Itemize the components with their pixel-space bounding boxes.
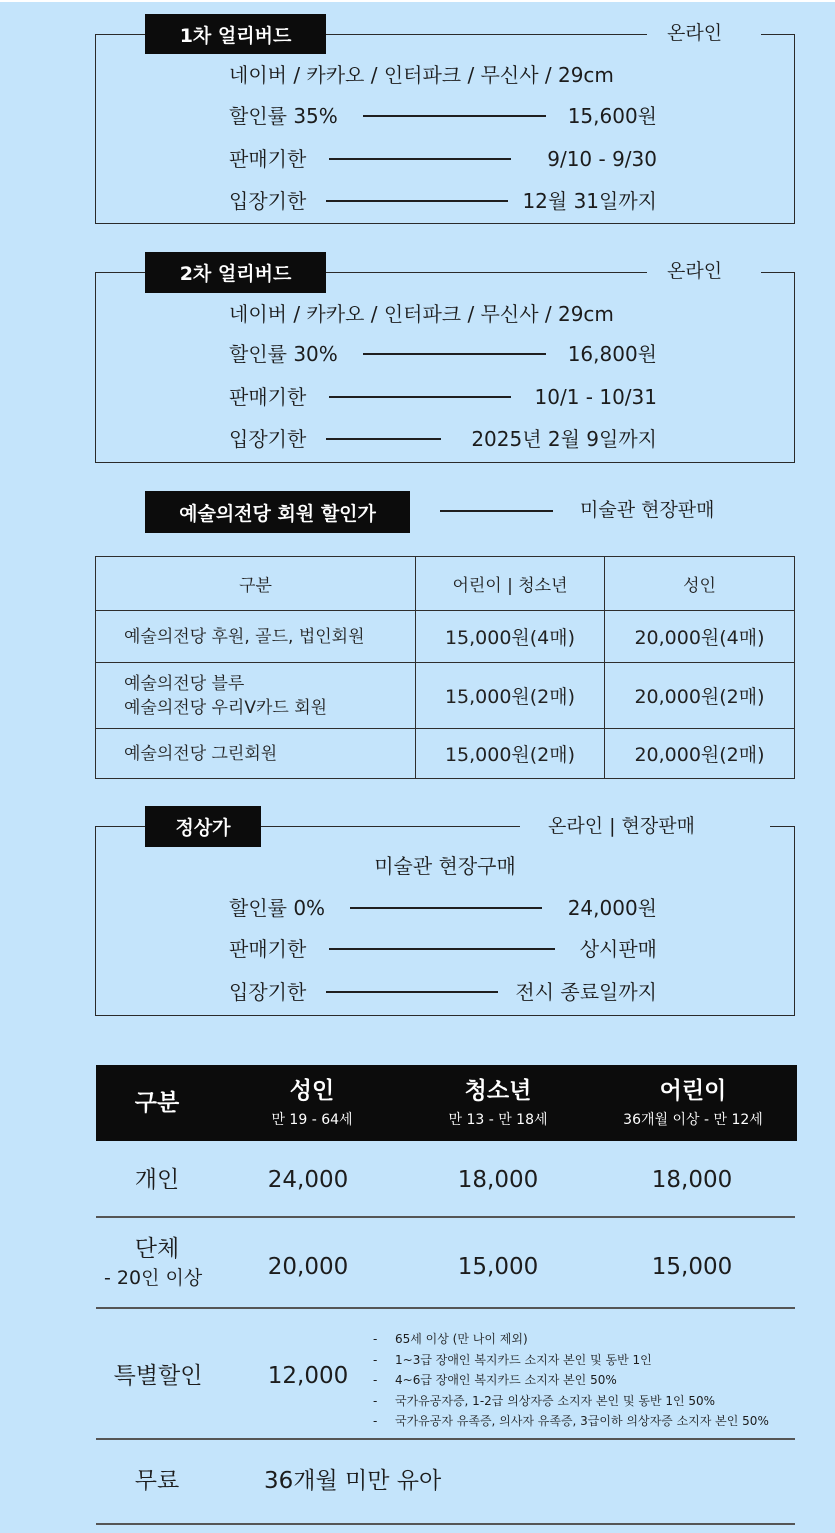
regular-tag: 정상가 bbox=[145, 806, 261, 847]
member-tag: 예술의전당 회원 할인가 bbox=[145, 491, 410, 533]
early-bird-1-discount-label: 할인률 35% bbox=[229, 104, 338, 128]
special-note: - 국가유공자 유족증, 의사자 유족증, 3급이하 의상자증 소지자 본인 50% bbox=[373, 1411, 769, 1432]
row-divider bbox=[96, 1216, 795, 1218]
early-bird-1-entry-label: 입장기한 bbox=[229, 189, 307, 213]
member-price-table bbox=[95, 556, 795, 779]
row-divider bbox=[96, 1307, 795, 1309]
member-header-category: 구분 bbox=[96, 557, 416, 611]
regular-discount-rule bbox=[350, 907, 542, 909]
early-bird-2-tag: 2차 얼리버드 bbox=[145, 252, 326, 293]
member-row-adult-price: 20,000원(2매) bbox=[605, 729, 795, 779]
regular-place: 미술관 현장구매 bbox=[374, 854, 516, 878]
early-bird-1-sale-period: 9/10 - 9/30 bbox=[547, 147, 657, 171]
price-header-youth bbox=[418, 1077, 578, 1129]
early-bird-1-vendors: 네이버 / 카카오 / 인터파크 / 무신사 / 29cm bbox=[229, 63, 614, 87]
early-bird-1-discount-rule bbox=[363, 115, 546, 117]
special-note: - 4~6급 장애인 복지카드 소지자 본인 50% bbox=[373, 1370, 769, 1391]
member-channel-rule bbox=[440, 510, 553, 512]
member-header-child-youth: 어린이 | 청소년 bbox=[416, 557, 605, 611]
early-bird-2-entry-rule bbox=[326, 438, 441, 440]
member-row-label bbox=[96, 729, 416, 779]
regular-entry-period: 전시 종료일까지 bbox=[515, 980, 657, 1004]
early-bird-1-tag: 1차 얼리버드 bbox=[145, 14, 326, 54]
early-bird-1-entry-rule bbox=[326, 200, 508, 202]
price-header-adult-label: 성인 bbox=[289, 1078, 335, 1104]
early-bird-1-entry-period: 12월 31일까지 bbox=[522, 189, 657, 213]
price-header-category-label: 구분 bbox=[134, 1090, 180, 1116]
regular-sale-label: 판매기한 bbox=[229, 937, 307, 961]
early-bird-1-channel: 온라인 bbox=[647, 22, 761, 44]
member-row-child-youth-price: 15,000원(2매) bbox=[416, 663, 605, 729]
regular-channel: 온라인 | 현장판매 bbox=[520, 815, 770, 837]
early-bird-2-discount-rule bbox=[363, 353, 546, 355]
price-header-adult bbox=[232, 1077, 392, 1129]
price-header-child-age: 36개월 이상 - 만 12세 bbox=[623, 1112, 763, 1128]
regular-entry-rule bbox=[326, 991, 498, 993]
special-price: 12,000 bbox=[267, 1363, 349, 1389]
individual-label: 개인 bbox=[134, 1167, 180, 1193]
regular-entry-label: 입장기한 bbox=[229, 980, 307, 1004]
early-bird-2-sale-label: 판매기한 bbox=[229, 385, 307, 409]
price-header-youth-age: 만 13 - 만 18세 bbox=[448, 1112, 548, 1128]
special-discount-notes bbox=[373, 1329, 769, 1432]
price-header-child-label: 어린이 bbox=[659, 1078, 727, 1104]
early-bird-2-price: 16,800원 bbox=[567, 342, 657, 366]
regular-sale-period: 상시판매 bbox=[579, 937, 657, 961]
member-row-label-line: 예술의전당 그린회원 bbox=[124, 743, 278, 764]
table-row bbox=[96, 729, 795, 779]
price-header-youth-label: 청소년 bbox=[464, 1078, 532, 1104]
early-bird-2-entry-label: 입장기한 bbox=[229, 427, 307, 451]
member-header-adult: 성인 bbox=[605, 557, 795, 611]
table-row bbox=[96, 663, 795, 729]
regular-price: 24,000원 bbox=[567, 896, 657, 920]
early-bird-2-channel: 온라인 bbox=[647, 260, 761, 282]
regular-discount-label: 할인률 0% bbox=[229, 896, 326, 920]
member-row-label-line: 예술의전당 블루 bbox=[124, 673, 245, 694]
early-bird-2-vendors: 네이버 / 카카오 / 인터파크 / 무신사 / 29cm bbox=[229, 302, 614, 326]
individual-child-price: 18,000 bbox=[651, 1167, 733, 1193]
special-note: - 국가유공자증, 1-2급 의상자증 소지자 본인 및 동반 1인 50% bbox=[373, 1391, 769, 1412]
price-header-category bbox=[106, 1089, 208, 1117]
early-bird-1-sale-rule bbox=[329, 158, 511, 160]
member-row-label bbox=[96, 611, 416, 663]
early-bird-1-sale-label: 판매기한 bbox=[229, 147, 307, 171]
price-table-header bbox=[96, 1065, 797, 1141]
free-description: 36개월 미만 유아 bbox=[264, 1468, 442, 1494]
early-bird-1-price: 15,600원 bbox=[567, 104, 657, 128]
early-bird-2-discount-label: 할인률 30% bbox=[229, 342, 338, 366]
member-row-adult-price: 20,000원(4매) bbox=[605, 611, 795, 663]
row-divider bbox=[96, 1523, 795, 1525]
table-row bbox=[96, 611, 795, 663]
regular-sale-rule bbox=[329, 948, 555, 950]
special-note: - 65세 이상 (만 나이 제외) bbox=[373, 1329, 769, 1350]
member-row-label-line: 예술의전당 우리V카드 회원 bbox=[124, 697, 328, 718]
group-child-price: 15,000 bbox=[651, 1254, 733, 1280]
member-table-header bbox=[96, 557, 795, 611]
early-bird-2-sale-period: 10/1 - 10/31 bbox=[534, 385, 657, 409]
top-border bbox=[0, 0, 835, 2]
special-note: - 1~3급 장애인 복지카드 소지자 본인 및 동반 1인 bbox=[373, 1350, 769, 1371]
group-youth-price: 15,000 bbox=[457, 1254, 539, 1280]
member-row-label bbox=[96, 663, 416, 729]
price-header-adult-age: 만 19 - 64세 bbox=[271, 1112, 353, 1128]
special-label: 특별할인 bbox=[113, 1363, 203, 1389]
group-sublabel: - 20인 이상 bbox=[104, 1267, 203, 1289]
price-header-child bbox=[598, 1077, 788, 1129]
row-divider bbox=[96, 1438, 795, 1440]
member-row-label-line: 예술의전당 후원, 골드, 법인회원 bbox=[124, 626, 365, 647]
early-bird-2-entry-period: 2025년 2월 9일까지 bbox=[471, 427, 657, 451]
member-channel: 미술관 현장판매 bbox=[580, 499, 715, 521]
individual-youth-price: 18,000 bbox=[457, 1167, 539, 1193]
group-label: 단체 bbox=[134, 1236, 180, 1262]
early-bird-2-box bbox=[95, 272, 795, 463]
individual-adult-price: 24,000 bbox=[267, 1167, 349, 1193]
member-row-adult-price: 20,000원(2매) bbox=[605, 663, 795, 729]
free-label: 무료 bbox=[134, 1468, 180, 1494]
member-row-child-youth-price: 15,000원(4매) bbox=[416, 611, 605, 663]
early-bird-2-sale-rule bbox=[329, 396, 511, 398]
member-row-child-youth-price: 15,000원(2매) bbox=[416, 729, 605, 779]
group-adult-price: 20,000 bbox=[267, 1254, 349, 1280]
